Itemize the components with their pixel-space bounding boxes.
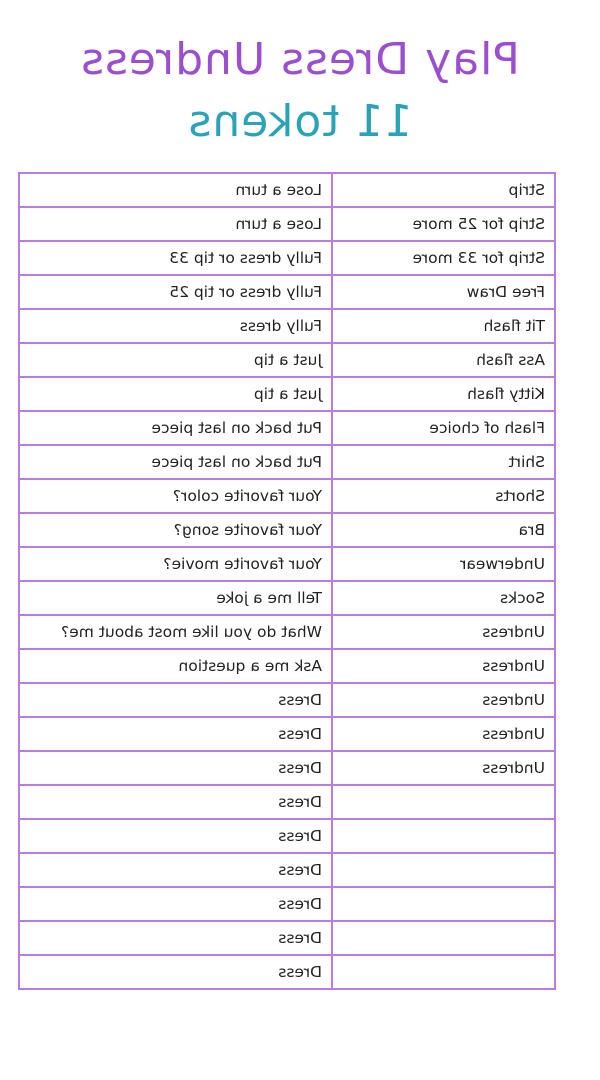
table-row [19, 853, 555, 887]
penalty-cell: Dress [19, 717, 332, 751]
penalty-cell: Tell me a joke [19, 581, 332, 615]
table-row [19, 955, 555, 989]
action-cell: Socks [332, 581, 555, 615]
table-row [19, 819, 555, 853]
table-row [19, 513, 555, 547]
action-cell: Flash of choice [332, 411, 555, 445]
action-cell: Kitty flash [332, 377, 555, 411]
table-row [19, 785, 555, 819]
action-cell: Ass flash [332, 343, 555, 377]
action-cell: Undress [332, 751, 555, 785]
table-row [19, 241, 555, 275]
penalty-cell: Just a tip [19, 377, 332, 411]
table-row [19, 343, 555, 377]
table-row [19, 717, 555, 751]
penalty-cell: Dress [19, 853, 332, 887]
action-cell: Strip for 25 more [332, 207, 555, 241]
penalty-cell: Put back on last piece [19, 445, 332, 479]
penalty-cell: Lose a turn [19, 173, 332, 207]
token-table [18, 172, 556, 990]
penalty-cell: Dress [19, 921, 332, 955]
action-cell [332, 887, 555, 921]
action-cell [332, 853, 555, 887]
action-cell: Free Draw [332, 275, 555, 309]
penalty-cell: Your favorite color? [19, 479, 332, 513]
action-cell [332, 785, 555, 819]
table-row [19, 649, 555, 683]
penalty-cell: Dress [19, 785, 332, 819]
table-row [19, 411, 555, 445]
action-cell [332, 819, 555, 853]
penalty-cell: Your favorite song? [19, 513, 332, 547]
action-cell [332, 955, 555, 989]
table-row [19, 683, 555, 717]
penalty-cell: Dress [19, 819, 332, 853]
action-cell: Tit flash [332, 309, 555, 343]
penalty-cell: Dress [19, 683, 332, 717]
action-cell: Undress [332, 717, 555, 751]
table-row [19, 445, 555, 479]
table-row [19, 207, 555, 241]
penalty-cell: Put back on last piece [19, 411, 332, 445]
table-row [19, 479, 555, 513]
penalty-cell: Ask me a question [19, 649, 332, 683]
table-row [19, 547, 555, 581]
page-title: Play Dress Undress [80, 34, 520, 85]
table-row [19, 173, 555, 207]
page-subtitle: 11 tokens [187, 96, 413, 147]
action-cell [332, 921, 555, 955]
penalty-cell: Dress [19, 955, 332, 989]
table-row [19, 887, 555, 921]
action-cell: Strip for 33 more [332, 241, 555, 275]
action-cell: Undress [332, 683, 555, 717]
action-cell: Underwear [332, 547, 555, 581]
penalty-cell: Fully dress or tip 25 [19, 275, 332, 309]
table-row [19, 751, 555, 785]
action-cell: Strip [332, 173, 555, 207]
action-cell: Undress [332, 615, 555, 649]
penalty-cell: Just a tip [19, 343, 332, 377]
token-table-body [19, 173, 555, 989]
table-row [19, 921, 555, 955]
table-row [19, 581, 555, 615]
penalty-cell: Dress [19, 887, 332, 921]
table-row [19, 275, 555, 309]
action-cell: Shorts [332, 479, 555, 513]
penalty-cell: Dress [19, 751, 332, 785]
action-cell: Bra [332, 513, 555, 547]
table-row [19, 615, 555, 649]
penalty-cell: Lose a turn [19, 207, 332, 241]
action-cell: Shirt [332, 445, 555, 479]
penalty-cell: Fully dress [19, 309, 332, 343]
table-row [19, 377, 555, 411]
penalty-cell: Fully dress or tip 33 [19, 241, 332, 275]
table-row [19, 309, 555, 343]
penalty-cell: What do you like most about me? [19, 615, 332, 649]
action-cell: Undress [332, 649, 555, 683]
penalty-cell: Your favorite movie? [19, 547, 332, 581]
